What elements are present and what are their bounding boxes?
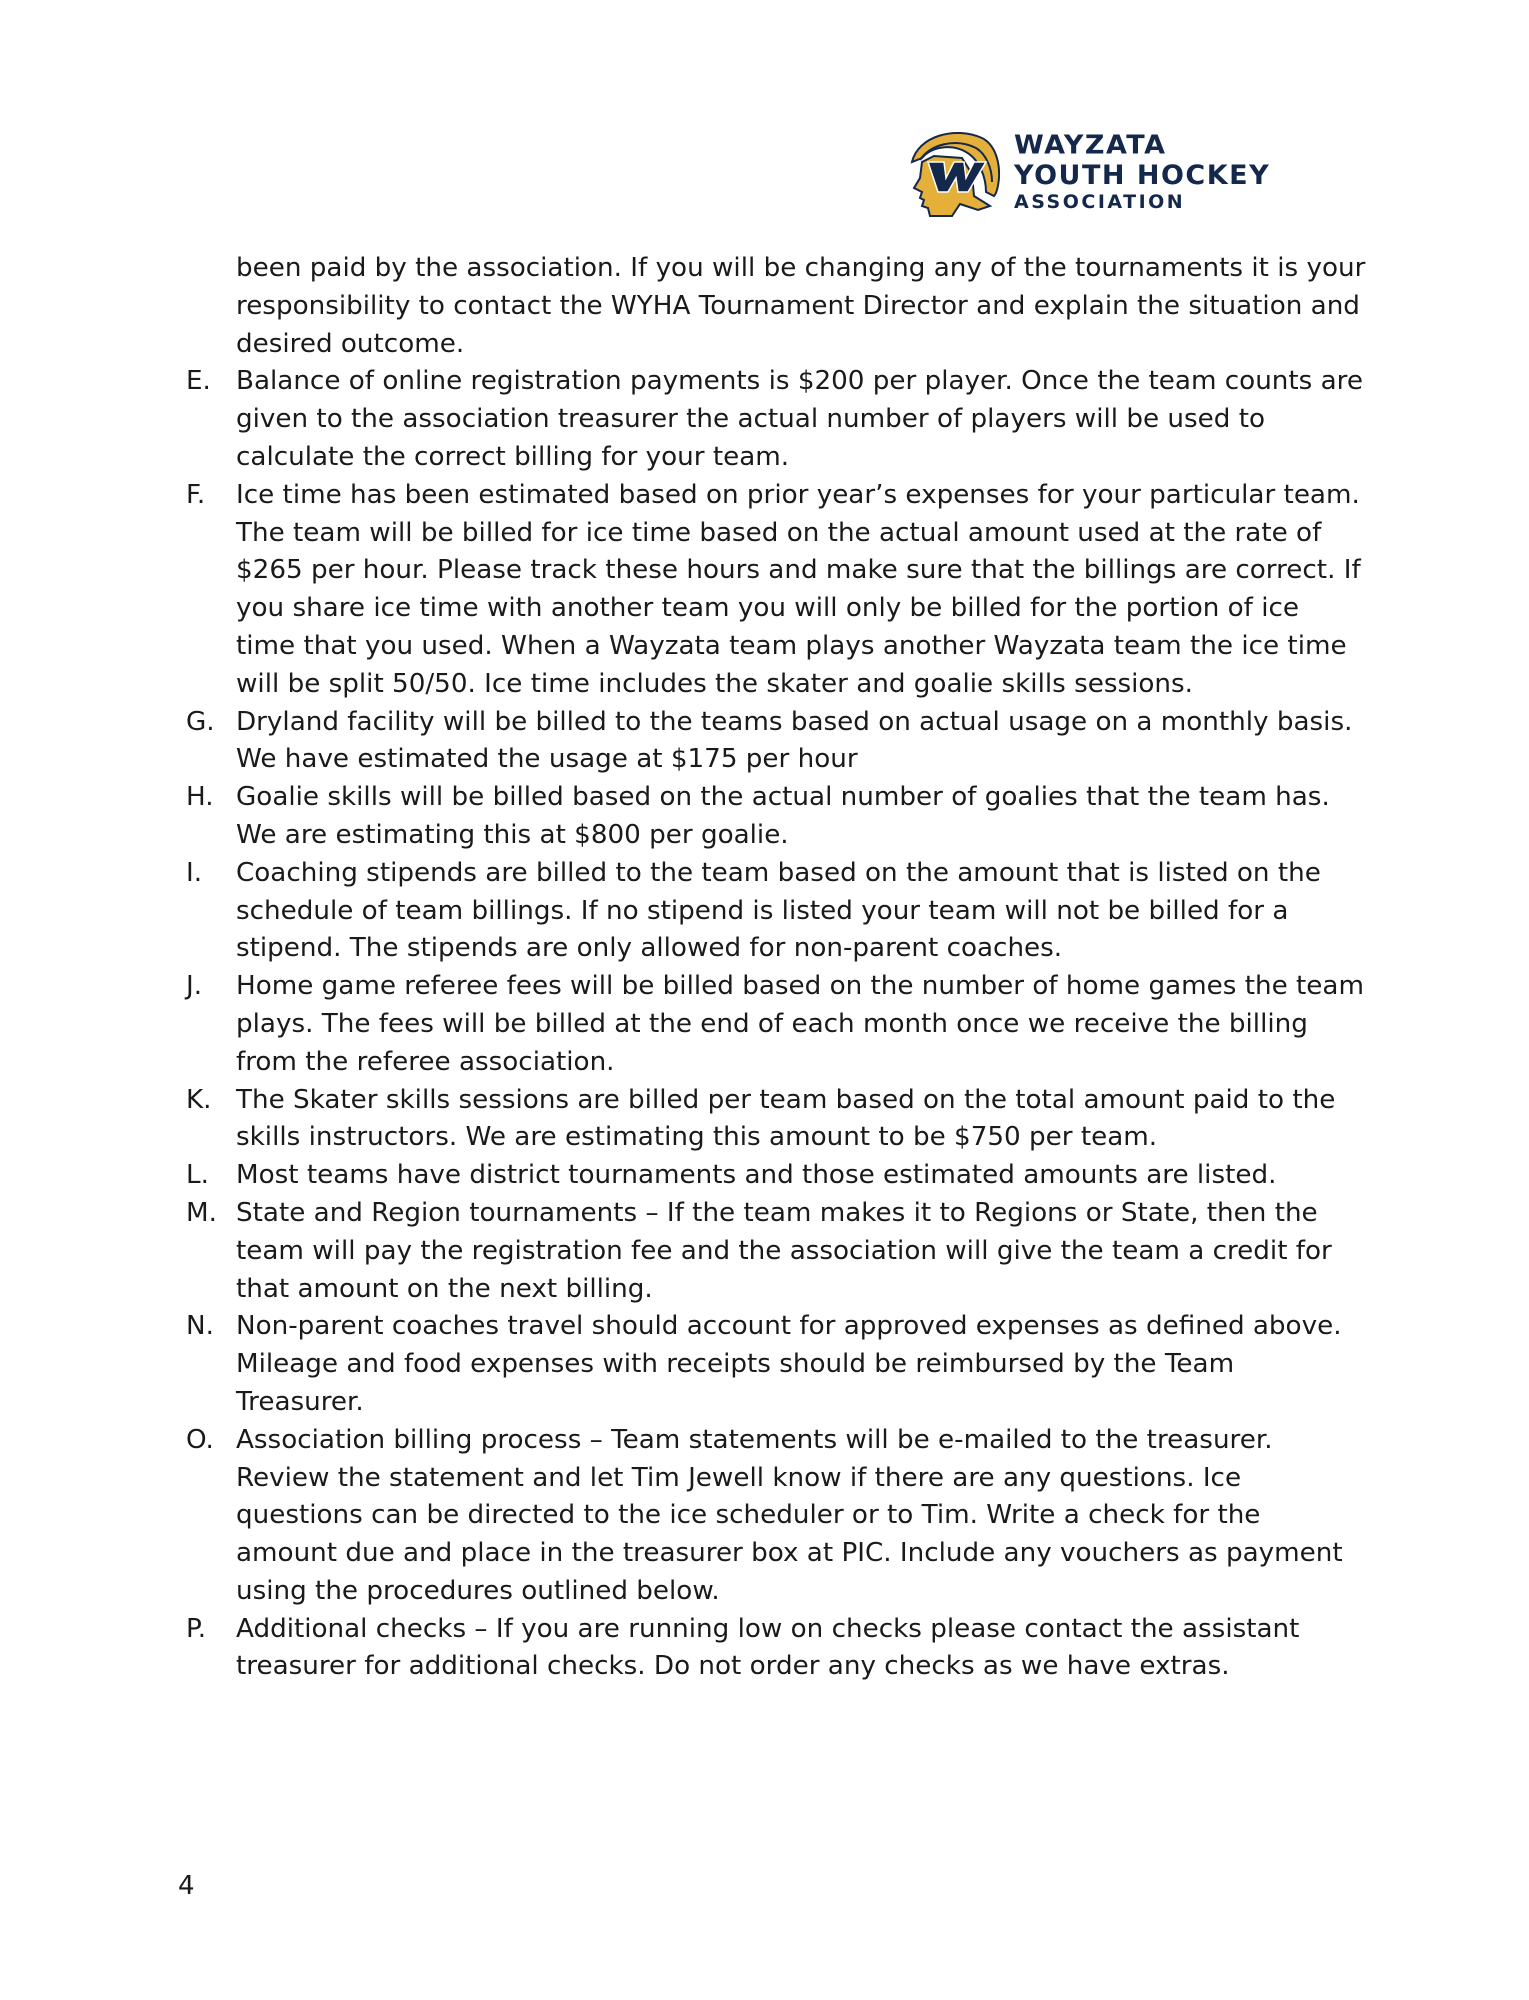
logo-line-wayzata: WAYZATA — [1014, 130, 1167, 161]
logo-wordmark — [1014, 132, 1270, 212]
list-item-h — [186, 779, 1366, 855]
item-marker: I. — [186, 857, 203, 888]
list-item-e — [186, 363, 1366, 476]
item-text: Goalie skills will be billed based on the actual number of goalies that the team has. We are estimating this at $800 per goalie. — [236, 782, 1330, 850]
list-item-m — [186, 1195, 1366, 1308]
item-marker: L. — [186, 1160, 209, 1191]
logo-line-association: ASSOCIATION — [1014, 191, 1186, 213]
logo-line-youth-hockey: YOUTH HOCKEY — [1014, 160, 1271, 191]
list-item-p — [186, 1611, 1366, 1687]
item-marker: H. — [186, 782, 214, 813]
list-item-i — [186, 855, 1366, 968]
list-item-k — [186, 1082, 1366, 1158]
item-marker: N. — [186, 1311, 214, 1342]
list-item-f — [186, 477, 1366, 704]
item-marker: M. — [186, 1197, 217, 1228]
item-marker: F. — [186, 479, 206, 510]
item-text: Balance of online registration payments is $200 per player. Once the team counts are given to the association treasurer the actual number of players will be used to calculate the correct billing for your team. — [236, 366, 1363, 472]
item-text: Association billing process – Team statements will be e-mailed to the treasurer. Review the statement and let Tim Jewell know if there are any questions. Ice questions can be directed to the ice scheduler or to Tim. Write a check for the amount due and place in the treasurer box at PIC. Include any vouchers as payment using the procedures outlined below. — [236, 1424, 1343, 1606]
item-text: The Skater skills sessions are billed per team based on the total amount paid to the skills instructors. We are estimating this amount to be $750 per team. — [236, 1084, 1336, 1153]
list-item-l — [186, 1157, 1366, 1195]
item-text: Additional checks – If you are running low on checks please contact the assistant treasurer for additional checks. Do not order any checks as we have extras. — [236, 1613, 1300, 1682]
item-text: Ice time has been estimated based on prior year’s expenses for your particular team. The team will be billed for ice time based on the actual amount used at the rate of $265 per hour. Please track these hours and make sure that the billings are correct. If you share ice time with another team you will only be billed for the portion of ice time that you used. When a Wayzata team plays another Wayzata team the ice time will be split 50/50. Ice time includes the skater and goalie skills sessions. — [236, 479, 1361, 699]
page-number: 4 — [178, 1871, 195, 1901]
trojan-helmet-w-icon — [900, 122, 1000, 222]
item-marker: P. — [186, 1613, 207, 1644]
item-text: Home game referee fees will be billed based on the number of home games the team plays. The fees will be billed at the end of each month once we receive the billing from the referee association. — [236, 971, 1364, 1077]
list-item-g — [186, 704, 1366, 780]
item-text: Non-parent coaches travel should account for approved expenses as defined above. Mileage and food expenses with receipts should be reimbursed by the Team Treasurer. — [236, 1311, 1342, 1417]
item-marker: G. — [186, 706, 215, 737]
item-text: Most teams have district tournaments and those estimated amounts are listed. — [236, 1160, 1277, 1191]
item-marker: J. — [186, 971, 203, 1002]
item-text: State and Region tournaments – If the team makes it to Regions or State, then the team will pay the registration fee and the association will give the team a credit for that amount on the next billing. — [236, 1197, 1332, 1304]
item-marker: E. — [186, 366, 211, 397]
item-marker: K. — [186, 1084, 212, 1115]
continued-paragraph: been paid by the association. If you will be changing any of the tournaments it is your responsibility to contact the WYHA Tournament Director and explain the situation and desired outcome. — [236, 253, 1366, 359]
list-item-n — [186, 1308, 1366, 1421]
item-marker: O. — [186, 1424, 214, 1455]
wyha-logo — [900, 122, 1280, 222]
billing-guidelines-list — [186, 250, 1366, 1686]
list-item-j — [186, 968, 1366, 1081]
list-item-o — [186, 1422, 1366, 1611]
item-text: Coaching stipends are billed to the team based on the amount that is listed on the schedule of team billings. If no stipend is listed your team will not be billed for a stipend. The stipends are only allowed for non-parent coaches. — [236, 857, 1321, 964]
item-text: Dryland facility will be billed to the teams based on actual usage on a monthly basis. We have estimated the usage at $175 per hour — [236, 706, 1353, 775]
